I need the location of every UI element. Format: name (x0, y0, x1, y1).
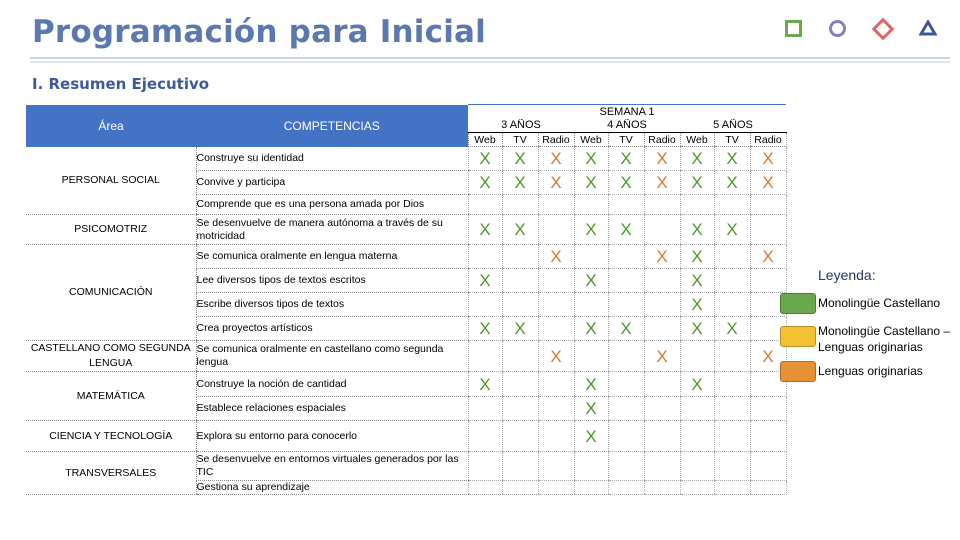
mark: X (468, 147, 502, 171)
square-icon (785, 20, 802, 37)
mark: X (468, 269, 502, 293)
media-tv-header: TV (608, 133, 644, 147)
competencia-row: Establece relaciones espaciales (196, 397, 468, 421)
mark: X (608, 147, 644, 171)
competencia-row: Se desenvuelve en entornos virtuales generados por las TIC (196, 452, 468, 481)
mark: X (714, 215, 750, 245)
mark: X (502, 171, 538, 195)
legend-swatch-green (780, 293, 816, 314)
mark: X (680, 171, 714, 195)
competencia-row: Crea proyectos artísticos (196, 317, 468, 341)
competencia-row: Comprende que es una persona amada por Dios (196, 195, 468, 215)
competencia-row: Construye su identidad (196, 147, 468, 171)
age-4-header: 4 AÑOS (574, 119, 680, 133)
area-header: Área (26, 105, 196, 147)
mark: X (750, 147, 786, 171)
mark: X (574, 171, 608, 195)
competencia-row: Se comunica oralmente en lengua materna (196, 245, 468, 269)
legend-label: Monolingüe Castellano – Lenguas originarias (818, 324, 951, 354)
title-divider (30, 57, 950, 59)
mark: X (574, 317, 608, 341)
competencia-row: Lee diversos tipos de textos escritos (196, 269, 468, 293)
competencia-row: Gestiona su aprendizaje (196, 481, 468, 495)
area-personal-social: PERSONAL SOCIAL (26, 147, 196, 215)
mark: X (680, 147, 714, 171)
area-matematica: MATEMÁTICA (26, 372, 196, 421)
mark: X (750, 171, 786, 195)
triangle-icon (919, 20, 937, 36)
area-castellano-segunda-lengua: CASTELLANO COMO SEGUNDA LENGUA (26, 341, 196, 372)
mark: X (574, 147, 608, 171)
mark: X (644, 171, 680, 195)
competencia-row: Explora su entorno para conocerlo (196, 421, 468, 452)
media-web-header: Web (680, 133, 714, 147)
title-divider-secondary (30, 61, 950, 63)
mark: X (608, 317, 644, 341)
week-header: SEMANA 1 (468, 105, 786, 119)
mark: X (644, 341, 680, 372)
mark: X (680, 372, 714, 397)
mark: X (574, 269, 608, 293)
legend-swatch-yellow (780, 326, 816, 347)
mark: X (468, 317, 502, 341)
legend-title: Leyenda: (818, 267, 876, 283)
mark: X (680, 269, 714, 293)
media-radio-header: Radio (538, 133, 574, 147)
area-transversales: TRANSVERSALES (26, 452, 196, 495)
competencias-header: COMPETENCIAS (196, 105, 468, 147)
mark: X (750, 341, 786, 372)
diamond-icon (872, 18, 895, 41)
legend-label: Lenguas originarias (818, 364, 923, 378)
summary-table (26, 104, 787, 495)
media-web-header: Web (468, 133, 502, 147)
mark: X (680, 317, 714, 341)
mark: X (468, 215, 502, 245)
section-subtitle: I. Resumen Ejecutivo (32, 75, 210, 93)
mark: X (574, 421, 608, 452)
competencia-row: Escribe diversos tipos de textos (196, 293, 468, 317)
media-tv-header: TV (502, 133, 538, 147)
mark: X (538, 147, 574, 171)
mark: X (680, 293, 714, 317)
age-3-header: 3 AÑOS (468, 119, 574, 133)
media-web-header: Web (574, 133, 608, 147)
media-radio-header: Radio (644, 133, 680, 147)
mark: X (680, 215, 714, 245)
mark: X (574, 372, 608, 397)
competencia-row: Se comunica oralmente en castellano como segunda lengua (196, 341, 468, 372)
mark: X (538, 245, 574, 269)
mark: X (608, 215, 644, 245)
area-ciencia-tecnologia: CIENCIA Y TECNOLOGÍA (26, 421, 196, 452)
page-title: Programación para Inicial (32, 14, 486, 50)
mark: X (714, 147, 750, 171)
mark: X (468, 171, 502, 195)
mark: X (750, 245, 786, 269)
area-comunicacion: COMUNICACIÓN (26, 245, 196, 341)
media-tv-header: TV (714, 133, 750, 147)
mark: X (538, 341, 574, 372)
competencia-row: Convive y participa (196, 171, 468, 195)
mark: X (644, 147, 680, 171)
mark: X (644, 245, 680, 269)
circle-icon (829, 20, 846, 37)
mark: X (502, 317, 538, 341)
mark: X (714, 171, 750, 195)
competencia-row: Construye la noción de cantidad (196, 372, 468, 397)
legend-swatch-orange (780, 361, 816, 382)
mark: X (714, 317, 750, 341)
mark: X (574, 397, 608, 421)
legend-label: Monolingüe Castellano (818, 296, 941, 310)
age-5-header: 5 AÑOS (680, 119, 786, 133)
mark: X (608, 171, 644, 195)
decorative-shapes (783, 20, 943, 42)
mark: X (574, 215, 608, 245)
mark: X (502, 215, 538, 245)
competencia-row: Se desenvuelve de manera autónoma a través de su motricidad (196, 215, 468, 245)
media-radio-header: Radio (750, 133, 786, 147)
mark: X (680, 245, 714, 269)
mark: X (502, 147, 538, 171)
area-psicomotriz: PSICOMOTRIZ (26, 215, 196, 245)
mark: X (468, 372, 502, 397)
mark: X (538, 171, 574, 195)
